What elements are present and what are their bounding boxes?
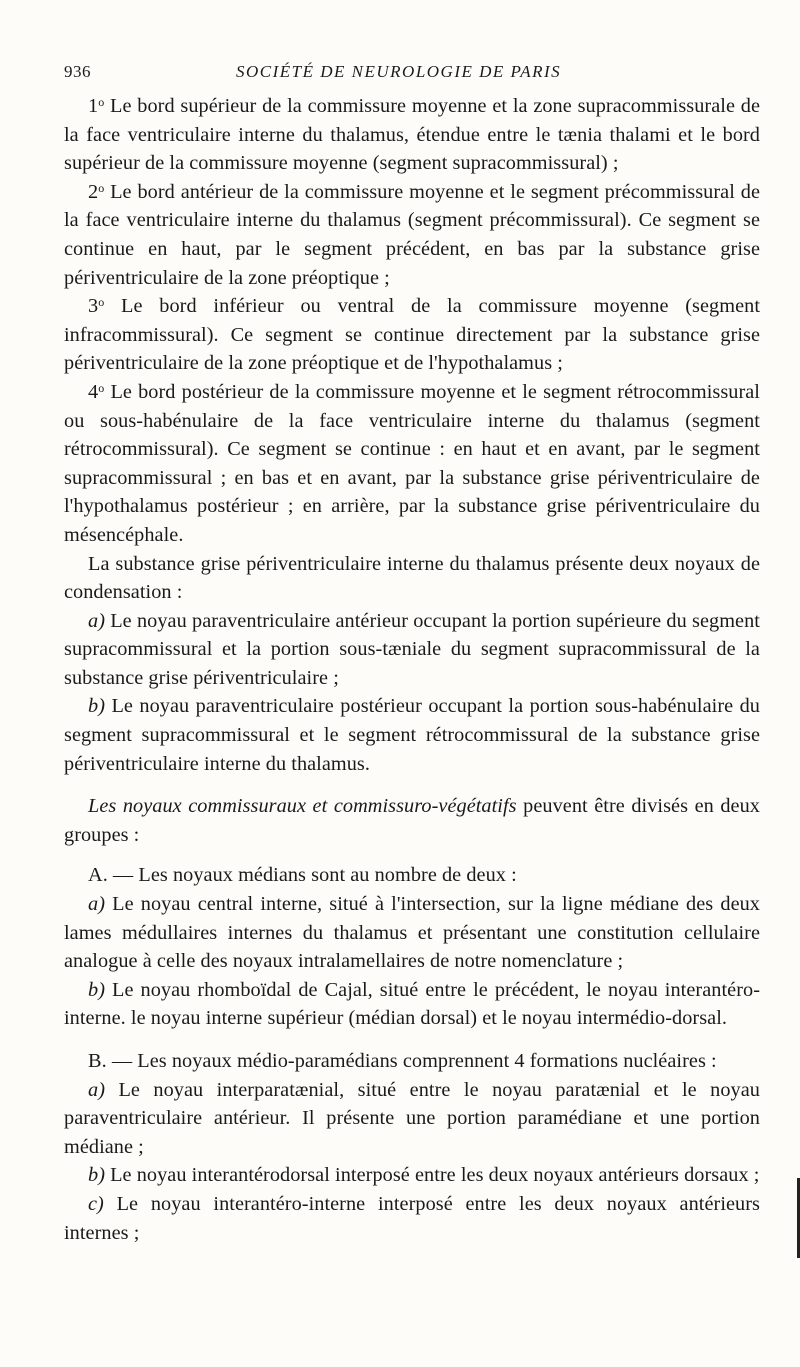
- paragraph-item-b: [64, 1161, 760, 1190]
- item-marker: a): [88, 609, 105, 632]
- paragraph-text: Le noyau interantéro-interne interposé entre les deux noyaux antérieurs internes ;: [64, 1192, 760, 1244]
- paragraph-item-c: [64, 1190, 760, 1247]
- paragraph-item-a: [64, 890, 760, 976]
- paragraph-item-b: [64, 692, 760, 778]
- item-marker-sup: o: [98, 380, 105, 395]
- item-marker: a): [88, 893, 105, 916]
- item-marker-sup: o: [98, 180, 105, 195]
- item-marker: 3: [88, 295, 99, 318]
- paragraph-text: Le bord supérieur de la commissure moyenne et la zone supracommissurale de la face ventriculaire interne du thalamus, étendue entre le tænia thalami et le bord supérieur de la commissure moyenne (segment supracommissural) ;: [64, 95, 760, 175]
- paragraph-text: Le bord inférieur ou ventral de la commissure moyenne (segment infracommissural). Ce segment se continue directement par la substance grise périventriculaire de la zone préoptique et de l'hypothalamus ;: [64, 295, 760, 375]
- paragraph-intro: [64, 550, 760, 607]
- item-marker: b): [88, 695, 105, 718]
- item-marker-sup: o: [98, 95, 105, 109]
- paragraph-text: Le bord postérieur de la commissure moyenne et le segment rétrocommissural ou sous-habénulaire de la face ventriculaire interne du thalamus (segment rétrocommissural). Ce segment se continue : en haut et en avant, par le segment supracommissural ; en bas et en avant, par la substance grise périventriculaire de l'hypothalamus postérieur ; en arrière, par la substance grise périventriculaire du mésencéphale.: [64, 380, 760, 546]
- page-header: [64, 62, 760, 92]
- item-marker: b): [88, 1164, 105, 1187]
- item-marker: c): [88, 1192, 104, 1215]
- paragraph-text: Le noyau paraventriculaire antérieur occupant la portion supérieure du segment supracommissural et la portion sous-tæniale du segment supracommissural de la substance grise périventriculaire ;: [64, 609, 760, 689]
- paragraph-text: Le noyau central interne, situé à l'intersection, sur la ligne médiane des deux lames médullaires internes du thalamus et présentant une constitution cellulaire analogue à celle des noyaux intralamellaires de notre nomenclature ;: [64, 893, 760, 973]
- item-marker: 2: [88, 180, 99, 203]
- item-marker: 1: [88, 95, 99, 117]
- paragraph-item-a: [64, 607, 760, 693]
- item-marker-sup: o: [98, 295, 105, 310]
- item-marker: 4: [88, 380, 99, 403]
- page-number: 936: [64, 62, 91, 81]
- paragraph-item-a: [64, 1076, 760, 1162]
- body-text: [64, 92, 760, 1247]
- paragraph-section-b: [64, 1047, 760, 1076]
- paragraph-section-a: [64, 861, 760, 890]
- paragraph-item-1: [64, 92, 760, 178]
- paragraph-text: Le noyau paraventriculaire postérieur occupant la portion sous-habénulaire du segment supracommissural et le segment rétrocommissural de la substance grise périventriculaire interne du thalamus.: [64, 695, 760, 775]
- paragraph-text: La substance grise périventriculaire interne du thalamus présente deux noyaux de condensation :: [64, 552, 760, 604]
- paragraph-item-4: [64, 378, 760, 550]
- paragraph-text: peuvent être divisés en deux groupes :: [64, 795, 760, 846]
- paragraph-item-b: [64, 976, 760, 1033]
- italic-phrase: Les noyaux commissuraux et commissuro-végétatifs: [88, 795, 517, 818]
- paragraph-text: Le noyau interparatænial, situé entre le noyau paratænial et le noyau paraventriculaire antérieur. Il présente une portion paramédiane et une portion médiane ;: [64, 1078, 760, 1158]
- paragraph-text: Le noyau interantérodorsal interposé entre les deux noyaux antérieurs dorsaux ;: [105, 1164, 760, 1187]
- paragraph-text: A. — Les noyaux médians sont au nombre de deux :: [88, 864, 517, 887]
- item-marker: b): [88, 978, 105, 1001]
- paragraph-item-3: [64, 292, 760, 378]
- paragraph-groups: [64, 792, 760, 849]
- paragraph-text: B. — Les noyaux médio-paramédians comprennent 4 formations nucléaires :: [88, 1050, 717, 1072]
- paragraph-text: Le bord antérieur de la commissure moyenne et le segment précommissural de la face ventriculaire interne du thalamus (segment précommissural). Ce segment se continue en haut, par le segment précédent, en bas par la substance grise périventriculaire de la zone préoptique ;: [64, 180, 760, 289]
- running-title: SOCIÉTÉ DE NEUROLOGIE DE PARIS: [236, 62, 562, 81]
- paragraph-item-2: [64, 178, 760, 292]
- paragraph-text: Le noyau rhomboïdal de Cajal, situé entre le précédent, le noyau interantéro-interne. le noyau interne supérieur (médian dorsal) et le noyau intermédio-dorsal.: [64, 978, 760, 1030]
- item-marker: a): [88, 1078, 105, 1101]
